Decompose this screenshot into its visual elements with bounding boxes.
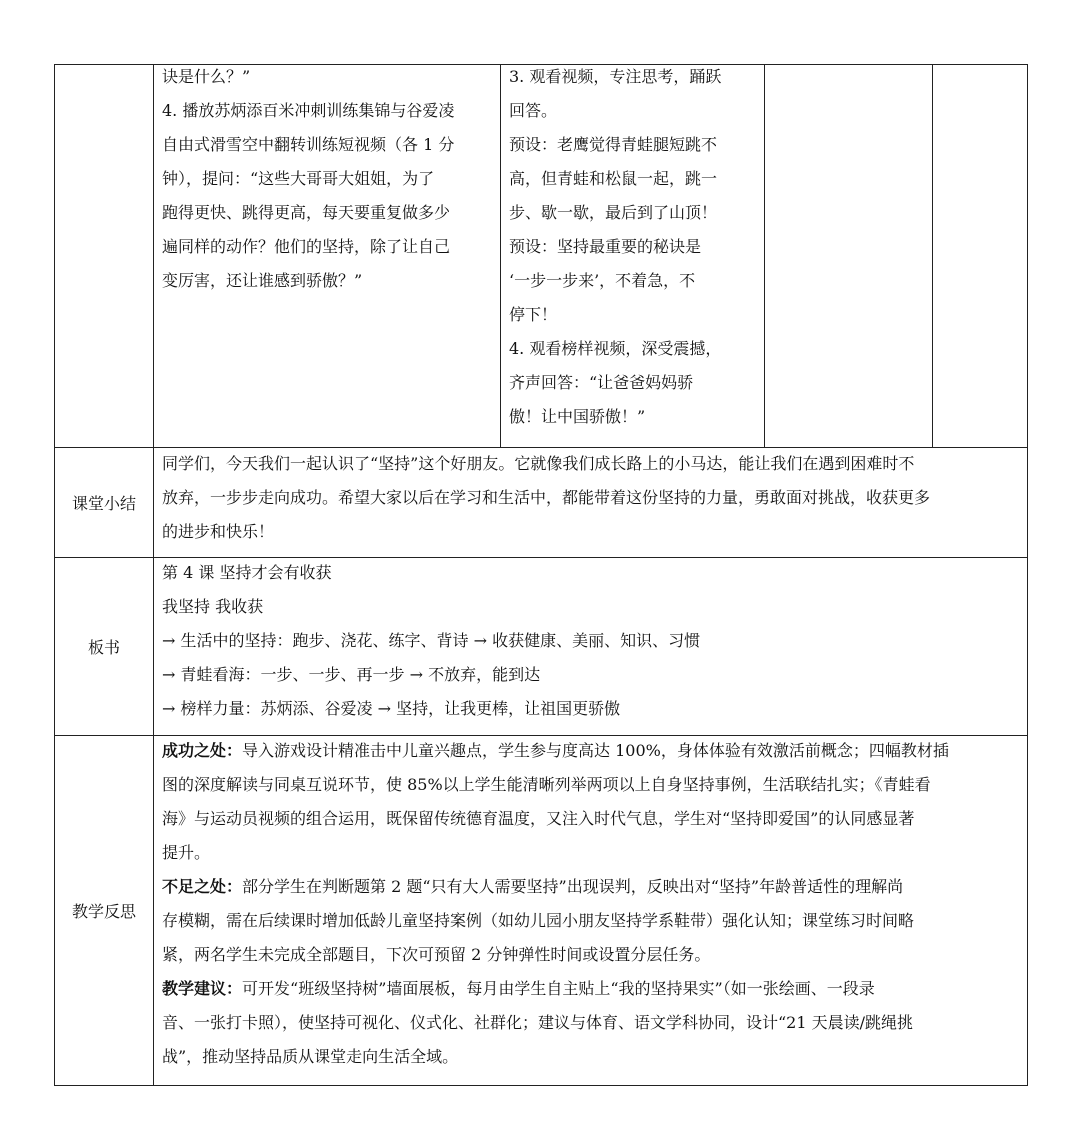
success-line: 提升。 — [162, 843, 211, 862]
shortcoming-line-first — [162, 870, 1019, 904]
board-line: → 青蛙看海：一步、一步、再一步 → 不放弃，能到达 — [162, 665, 541, 684]
summary-line: 同学们，今天我们一起认识了“坚持”这个好朋友。它就像我们成长路上的小马达，能让我们在遇到困难时不 — [162, 454, 915, 473]
teacher-line: 跑得更快、跳得更高，每天要重复做多少 — [162, 203, 451, 222]
student-activity-cell — [501, 65, 765, 448]
teacher-line: 诀是什么？” — [162, 67, 251, 86]
reflection-label: 教学反思 — [55, 736, 154, 1086]
student-line: 步、歇一歇，最后到了山顶！ — [509, 203, 718, 222]
reflection-row — [55, 736, 1028, 1086]
summary-line: 的进步和快乐！ — [162, 522, 275, 541]
board-content — [154, 558, 1028, 736]
suggestion-line: 战”，推动坚持品质从课堂走向生活全域。 — [162, 1047, 459, 1066]
success-title: 成功之处： — [162, 741, 243, 760]
summary-line: 放弃，一步步走向成功。希望大家以后在学习和生活中，都能带着这份坚持的力量，勇敢面对挑战，收获更多 — [162, 488, 931, 507]
suggestion-title: 教学建议： — [162, 979, 243, 998]
student-line: 预设：坚持最重要的秘诀是 — [509, 237, 702, 256]
student-line: 预设：老鹰觉得青蛙腿短跳不 — [509, 135, 718, 154]
board-row — [55, 558, 1028, 736]
board-label: 板书 — [55, 558, 154, 736]
teacher-activity-cell — [154, 65, 501, 448]
lesson-plan-table — [54, 64, 1028, 1086]
shortcoming-title: 不足之处： — [162, 877, 243, 896]
process-row — [55, 65, 1028, 448]
success-line-first — [162, 734, 1019, 768]
design-intent-cell — [765, 65, 933, 448]
board-line: → 榜样力量：苏炳添、谷爱凌 → 坚持，让我更棒，让祖国更骄傲 — [162, 699, 621, 718]
teacher-line: 遍同样的动作？他们的坚持，除了让自己 — [162, 237, 451, 256]
student-line: 回答。 — [509, 101, 558, 120]
reflection-content — [154, 736, 1028, 1086]
teacher-line: 钟），提问：“这些大哥哥大姐姐，为了 — [162, 169, 435, 188]
teacher-line: 自由式滑雪空中翻转训练短视频（各 1 分 — [162, 135, 455, 154]
board-line: → 生活中的坚持：跑步、浇花、练字、背诗 → 收获健康、美丽、知识、习惯 — [162, 631, 701, 650]
student-line: 4. 观看榜样视频，深受震撼， — [509, 339, 722, 358]
shortcoming-line: 存模糊，需在后续课时增加低龄儿童坚持案例（如幼儿园小朋友坚持学系鞋带）强化认知；课堂练习时间略 — [162, 911, 915, 930]
student-line: 齐声回答：“让爸爸妈妈骄 — [509, 373, 694, 392]
success-line: 海》与运动员视频的组合运用，既保留传统德育温度，又注入时代气息，学生对“坚持即爱国”的认同感显著 — [162, 809, 915, 828]
suggestion-line: 音、一张打卡照），使坚持可视化、仪式化、社群化；建议与体育、语文学科协同，设计“21 天晨读/跳绳挑 — [162, 1013, 914, 1032]
notes-cell — [933, 65, 1028, 448]
teacher-line: 4. 播放苏炳添百米冲刺训练集锦与谷爱凌 — [162, 101, 455, 120]
summary-row — [55, 448, 1028, 558]
student-line: 傲！让中国骄傲！” — [509, 407, 646, 426]
shortcoming-line: 紧，两名学生未完成全部题目，下次可预留 2 分钟弹性时间或设置分层任务。 — [162, 945, 711, 964]
success-line: 图的深度解读与同桌互说环节，使 85%以上学生能清晰列举两项以上自身坚持事例，生活联结扎实；《青蛙看 — [162, 775, 931, 794]
suggestion-text: 可开发“班级坚持树”墙面展板，每月由学生自主贴上“我的坚持果实”（如一张绘画、一段录 — [242, 979, 875, 998]
student-line: ‘一步一步来’，不着急，不 — [509, 271, 696, 290]
board-line: 我坚持 我收获 — [162, 597, 264, 616]
student-line: 停下！ — [509, 305, 558, 324]
student-line: 高，但青蛙和松鼠一起，跳一 — [509, 169, 718, 188]
process-label-cell — [55, 65, 154, 448]
shortcoming-text: 部分学生在判断题第 2 题“只有大人需要坚持”出现误判，反映出对“坚持”年龄普适性的理解尚 — [242, 877, 904, 896]
teacher-line: 变厉害，还让谁感到骄傲？” — [162, 271, 363, 290]
summary-label: 课堂小结 — [55, 448, 154, 558]
success-text: 导入游戏设计精准击中儿童兴趣点，学生参与度高达 100%，身体体验有效激活前概念；四幅教材插 — [242, 741, 949, 760]
board-line: 第 4 课 坚持才会有收获 — [162, 563, 332, 582]
summary-content — [154, 448, 1028, 558]
suggestion-line-first — [162, 972, 1019, 1006]
student-line: 3. 观看视频，专注思考，踊跃 — [509, 67, 722, 86]
